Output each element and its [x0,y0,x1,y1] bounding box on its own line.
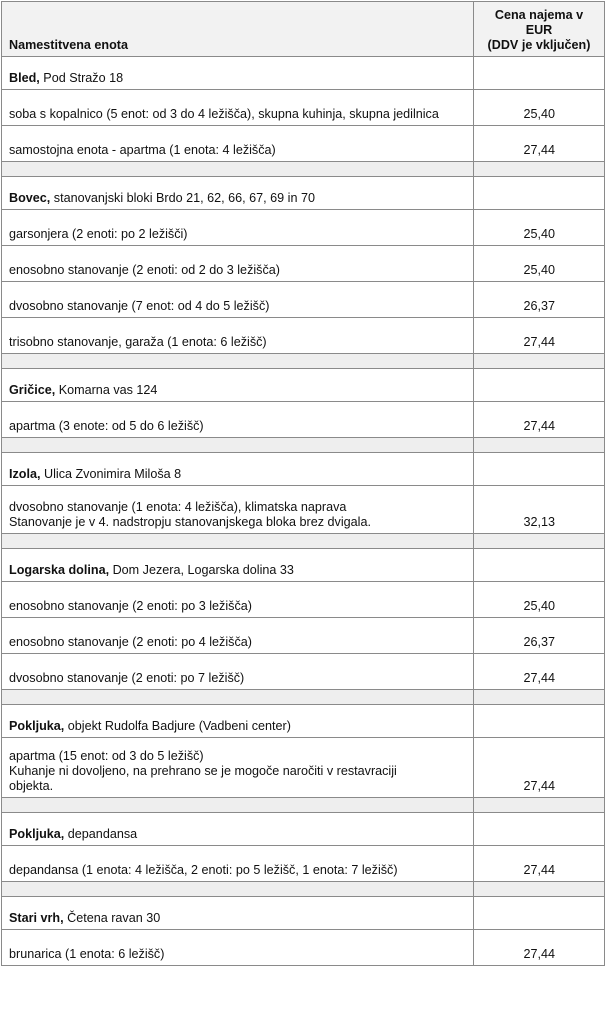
header-accommodation-unit: Namestitvena enota [2,2,474,56]
unit-row [2,246,604,282]
unit-row [2,738,604,798]
unit-description-line: dvosobno stanovanje (1 enota: 4 ležišča), klimatska naprava [9,500,347,514]
unit-price-cell: 32,13 [523,515,555,529]
separator-row [2,882,604,897]
unit-price-cell: 27,44 [523,671,555,685]
unit-price-cell: 26,37 [523,299,555,313]
separator-cell [2,354,474,368]
header-price [474,2,604,56]
unit-row [2,618,604,654]
location-price-cell [474,549,604,581]
location-name: Stari vrh, [9,911,64,925]
unit-description-cell [2,618,474,653]
unit-description-line: dvosobno stanovanje (7 enot: od 4 do 5 ležišč) [9,299,270,313]
location-price-cell [474,705,604,737]
location-address: Pod Stražo 18 [39,71,124,85]
unit-price-cell: 25,40 [523,599,555,613]
unit-price-cell: 27,44 [523,863,555,877]
unit-description-cell [2,738,474,797]
location-address: Komarna vas 124 [55,383,158,397]
unit-description-cell [2,846,474,881]
location-name: Gričice, [9,383,56,397]
location-row [2,813,604,846]
location-price-cell [474,813,604,845]
unit-row [2,654,604,690]
location-address: Ulica Zvonimira Miloša 8 [40,467,182,481]
unit-row [2,846,604,882]
unit-row [2,210,604,246]
unit-description-line: brunarica (1 enota: 6 ležišč) [9,947,165,961]
unit-description-line: dvosobno stanovanje (2 enoti: po 7 ležišč) [9,671,245,685]
location-price-cell [474,453,604,485]
unit-row [2,930,604,966]
location-cell [2,897,474,929]
unit-description-cell [2,282,474,317]
separator-cell [474,162,604,176]
separator-row [2,798,604,813]
unit-price-cell: 26,37 [523,635,555,649]
location-price-cell [474,897,604,929]
unit-description-line: apartma (3 enote: od 5 do 6 ležišč) [9,419,204,433]
separator-row [2,534,604,549]
accommodation-price-table [1,1,605,966]
unit-description-cell [2,402,474,437]
unit-description-cell [2,246,474,281]
unit-description-cell [2,210,474,245]
location-name: Pokljuka, [9,827,65,841]
unit-row [2,402,604,438]
unit-price-cell: 27,44 [523,947,555,961]
unit-description-line: samostojna enota - apartma (1 enota: 4 ležišča) [9,143,276,157]
table-header-row [2,2,604,57]
unit-description-line: soba s kopalnico (5 enot: od 3 do 4 ležišča), skupna kuhinja, skupna jedilnica [9,107,439,121]
unit-price-cell: 25,40 [523,227,555,241]
unit-description-line: enosobno stanovanje (2 enoti: od 2 do 3 ležišča) [9,263,280,277]
unit-description-cell [2,930,474,965]
location-name: Pokljuka, [9,719,65,733]
separator-cell [474,690,604,704]
separator-row [2,438,604,453]
separator-cell [474,798,604,812]
separator-cell [474,882,604,896]
location-cell [2,813,474,845]
header-price-line2: EUR [525,23,553,37]
unit-description-line: trisobno stanovanje, garaža (1 enota: 6 ležišč) [9,335,267,349]
header-price-line1: Cena najema v [494,8,584,22]
table-body [2,57,604,966]
location-address: stanovanjski bloki Brdo 21, 62, 66, 67, 69 in 70 [50,191,315,205]
unit-description-cell [2,654,474,689]
unit-price-cell: 27,44 [523,419,555,433]
separator-cell [2,690,474,704]
unit-row [2,318,604,354]
unit-description-cell [2,318,474,353]
location-row [2,177,604,210]
location-name: Logarska dolina, [9,563,110,577]
location-cell [2,549,474,581]
location-name: Izola, [9,467,41,481]
unit-description-cell [2,486,474,533]
location-cell [2,453,474,485]
location-cell [2,369,474,401]
unit-price-cell: 25,40 [523,107,555,121]
separator-cell [2,162,474,176]
unit-description-cell [2,90,474,125]
unit-description-line: objekta. [9,779,54,793]
unit-row [2,126,604,162]
unit-description-cell [2,126,474,161]
unit-price-cell: 25,40 [523,263,555,277]
location-address: depandansa [64,827,138,841]
unit-description-line: Stanovanje je v 4. nadstropju stanovanjskega bloka brez dvigala. [9,515,371,529]
unit-description-cell [2,582,474,617]
location-price-cell [474,177,604,209]
location-row [2,549,604,582]
unit-row [2,282,604,318]
header-price-line3: (DDV je vključen) [487,38,591,52]
location-cell [2,705,474,737]
separator-cell [474,354,604,368]
unit-price-cell: 27,44 [523,143,555,157]
unit-description-line: garsonjera (2 enoti: po 2 ležišči) [9,227,188,241]
location-row [2,897,604,930]
location-row [2,57,604,90]
separator-cell [2,534,474,548]
separator-row [2,354,604,369]
location-row [2,453,604,486]
separator-cell [2,882,474,896]
location-name: Bled, [9,71,40,85]
unit-price-cell: 27,44 [523,779,555,793]
location-address: Četena ravan 30 [63,911,161,925]
location-price-cell [474,369,604,401]
separator-cell [474,438,604,452]
location-cell [2,177,474,209]
location-row [2,369,604,402]
location-name: Bovec, [9,191,51,205]
location-address: Dom Jezera, Logarska dolina 33 [109,563,294,577]
separator-cell [2,438,474,452]
unit-row [2,582,604,618]
unit-description-line: depandansa (1 enota: 4 ležišča, 2 enoti: po 5 ležišč, 1 enota: 7 ležišč) [9,863,398,877]
unit-price-cell: 27,44 [523,335,555,349]
unit-row [2,90,604,126]
unit-description-line: apartma (15 enot: od 3 do 5 ležišč) [9,749,204,763]
unit-description-line: enosobno stanovanje (2 enoti: po 3 ležišča) [9,599,252,613]
unit-row [2,486,604,534]
separator-row [2,690,604,705]
unit-description-line: Kuhanje ni dovoljeno, na prehrano se je mogoče naročiti v restavraciji [9,764,397,778]
unit-description-line: enosobno stanovanje (2 enoti: po 4 ležišča) [9,635,252,649]
separator-cell [474,534,604,548]
separator-cell [2,798,474,812]
separator-row [2,162,604,177]
location-row [2,705,604,738]
location-price-cell [474,57,604,89]
location-address: objekt Rudolfa Badjure (Vadbeni center) [64,719,291,733]
location-cell [2,57,474,89]
